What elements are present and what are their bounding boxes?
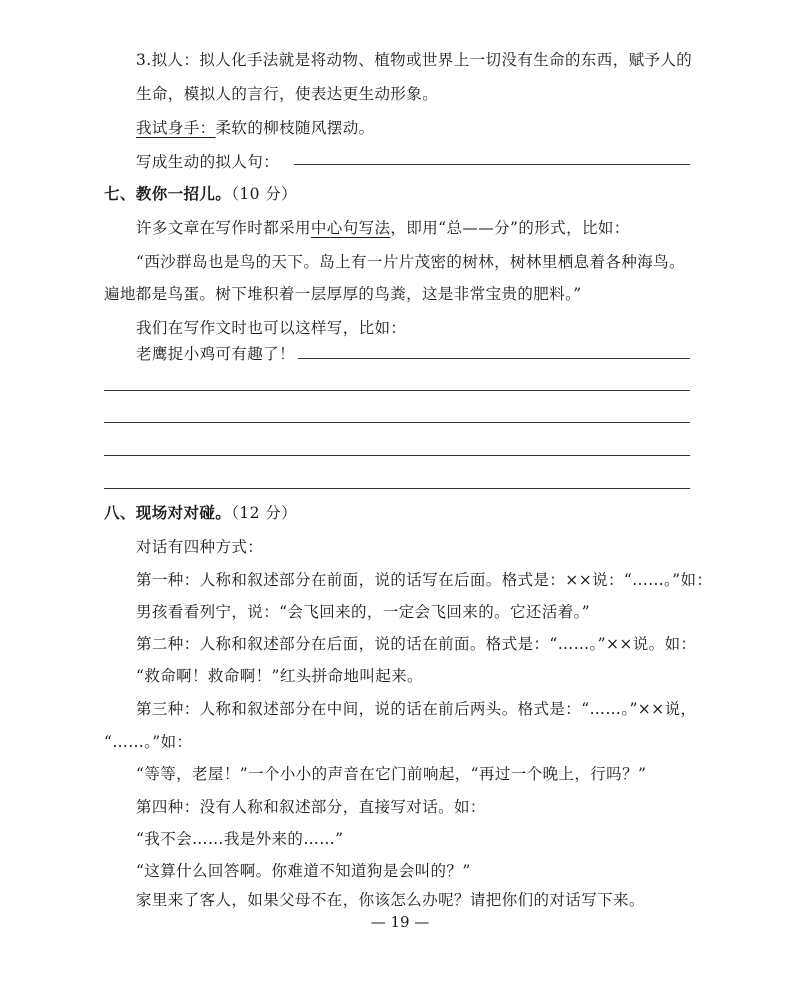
try-label: 我试身手：	[136, 119, 216, 137]
writing-line-4[interactable]	[104, 455, 690, 456]
section-7-instruction: 我们在写作文时也可以这样写，比如：	[136, 319, 407, 337]
dialogue-line: 家里来了客人，如果父母不在，你该怎么办呢？请把你们的对话写下来。	[136, 891, 645, 909]
page-number: — 19 —	[370, 913, 430, 931]
dialogue-line: “这算什么回答啊。你难道不知道狗是会叫的？”	[136, 862, 471, 880]
dialogue-line: 对话有四种方式：	[136, 538, 264, 556]
example-line-1: “西沙群岛也是鸟的天下。岛上有一片片茂密的树林，树林里栖息着各种海鸟。	[136, 253, 685, 271]
try-text: 柔软的柳枝随风摆动。	[215, 119, 375, 137]
writing-line-3[interactable]	[104, 422, 690, 423]
intro-key: 中心句写法	[310, 219, 391, 237]
section-7-heading: 七、教你一招儿。	[104, 185, 232, 203]
section-8-heading: 八、现场对对碰。	[104, 504, 232, 522]
intro-pre: 许多文章在写作时都采用	[136, 219, 311, 237]
q3-line-1: 3.拟人：拟人化手法就是将动物、植物或世界上一切没有生命的东西，赋予人的	[136, 51, 693, 69]
section-7-title	[104, 182, 297, 204]
dialogue-line: “救命啊！救命啊！”红头拼命地叫起来。	[136, 667, 423, 685]
q3-answer-line[interactable]	[294, 164, 690, 165]
writing-line-1[interactable]	[298, 358, 690, 359]
section-7-intro	[136, 216, 630, 238]
dialogue-line: “我不会……我是外来的……”	[136, 830, 344, 848]
dialogue-line: 第三种：人称和叙述部分在中间，说的话在前后两头。格式是：“……。”××说，	[136, 700, 697, 718]
section-8-title	[104, 501, 297, 523]
dialogue-line: “……。”如：	[104, 733, 193, 751]
intro-post: ，即用“总——分”的形式，比如：	[390, 219, 630, 237]
q3-line-2: 生命，模拟人的言行，使表达更生动形象。	[136, 85, 439, 103]
writing-line-2[interactable]	[104, 390, 690, 391]
dialogue-line: 第一种：人称和叙述部分在前面，说的话写在后面。格式是：××说：“……。”如：	[136, 571, 713, 589]
q3-write-prompt: 写成生动的拟人句：	[136, 153, 280, 171]
section-7-prompt: 老鹰捉小鸡可有趣了！	[136, 345, 296, 363]
dialogue-line: 第二种：人称和叙述部分在后面，说的话在前面。格式是：“……。”××说。如：	[136, 635, 697, 653]
dialogue-line: 第四种：没有人称和叙述部分，直接写对话。如：	[136, 798, 486, 816]
example-line-2: 遍地都是鸟蛋。树下堆积着一层厚厚的鸟粪，这是非常宝贵的肥料。”	[104, 285, 582, 303]
writing-line-5[interactable]	[104, 488, 690, 489]
section-8-points: （12 分）	[231, 504, 298, 522]
section-7-points: （10 分）	[231, 185, 298, 203]
q3-try-line	[136, 116, 375, 138]
dialogue-line: “等等，老屋！”一个小小的声音在它门前响起，“再过一个晚上，行吗？”	[136, 765, 647, 783]
dialogue-line: 男孩看看列宁，说：“会飞回来的，一定会飞回来的。它还活着。”	[136, 603, 591, 621]
